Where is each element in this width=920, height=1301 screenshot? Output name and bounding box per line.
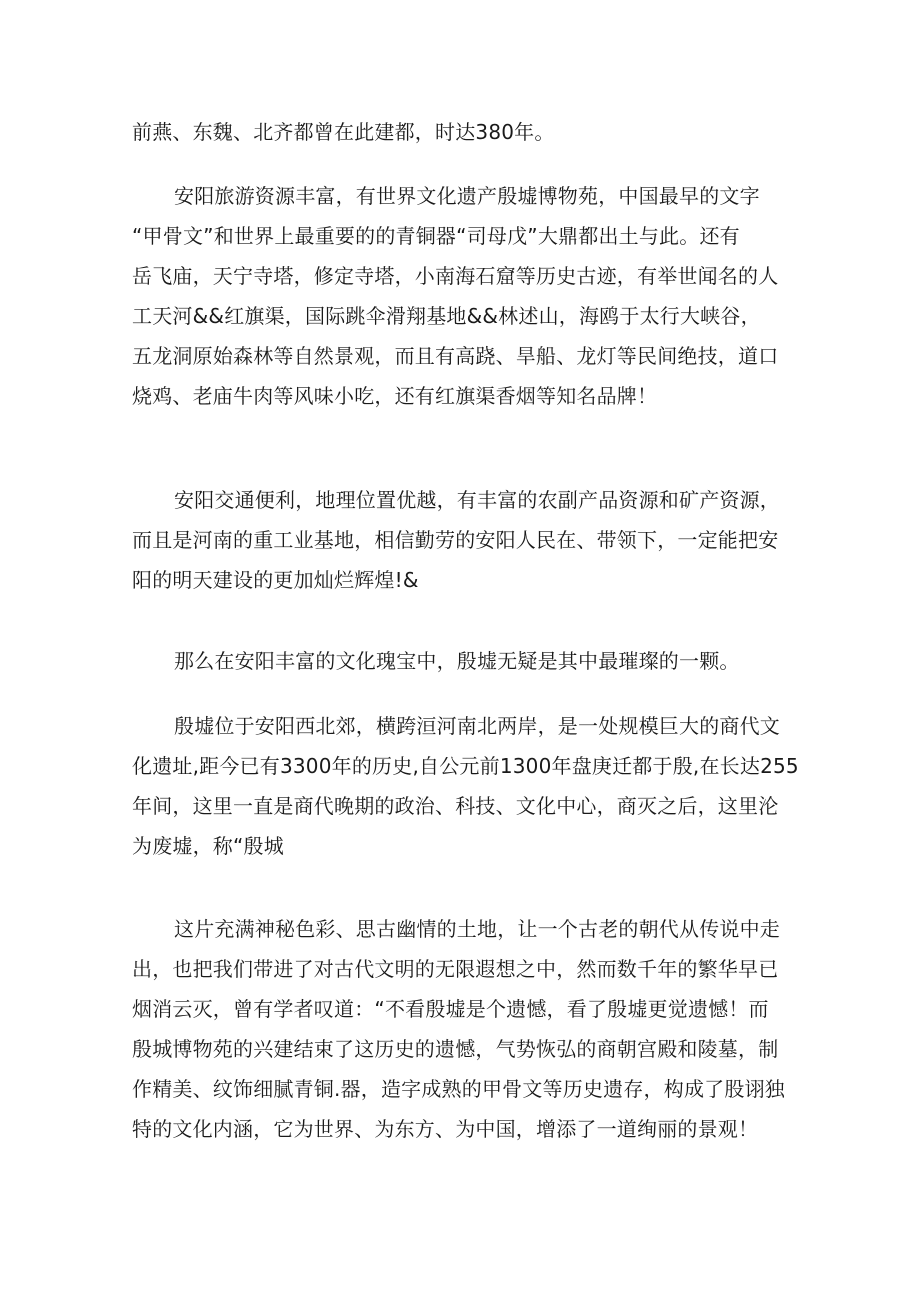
text-line: 岳飞庙，天宁寺塔，修定寺塔，小南海石窟等历史古迹，有举世闻名的人 — [132, 264, 779, 288]
text-line: 出，也把我们带进了对古代文明的无限遐想之中，然而数千年的繁华早已 — [132, 957, 779, 981]
text-line: 殷城博物苑的兴建结束了这历史的遗憾，气势恢弘的商朝宫殿和陵墓，制 — [132, 1037, 779, 1061]
text-line: 安阳交通便利，地理位置优越，有丰富的农副产品资源和矿产资源， — [174, 488, 780, 512]
text-line: 烧鸡、老庙牛肉等风味小吃，还有红旗渠香烟等知名品牌！ — [132, 384, 658, 408]
paragraph-continuation — [132, 112, 782, 152]
text-line: 特的文化内涵，它为世界、为东方、为中国，增添了一道绚丽的景观！ — [132, 1117, 759, 1141]
text-line: 这片充满神秘色彩、思古幽情的土地，让一个古老的朝代从传说中走 — [174, 917, 780, 941]
text-line: 阳的明天建设的更加灿烂辉煌!& — [132, 568, 419, 592]
paragraph-yinxu-culture — [132, 909, 785, 1149]
text-line: 五龙洞原始森林等自然景观，而且有高跷、旱船、龙灯等民间绝技，道口 — [132, 344, 779, 368]
paragraph-yinxu-location — [132, 706, 799, 866]
text-line: 年间，这里一直是商代晚期的政治、科技、文化中心，商灭之后，这里沦 — [132, 794, 779, 818]
text-line: 安阳旅游资源丰富，有世界文化遗产殷墟博物苑，中国最早的文字 — [174, 184, 760, 208]
text-line: 作精美、纹饰细腻青铜.器，造字成熟的甲骨文等历史遗存，构成了股诩独 — [132, 1077, 785, 1101]
paragraph-transport — [132, 480, 782, 600]
text-line: 烟消云灭，曾有学者叹道：“不看殷墟是个遗憾，看了殷墟更觉遗憾！而 — [132, 997, 769, 1021]
text-line: 殷墟位于安阳西北郊，横跨洹河南北两岸，是一处规模巨大的商代文 — [174, 714, 780, 738]
text-line: 化遗址,距今已有3300年的历史,自公元前1300年盘庚迁都于殷,在长达255 — [132, 754, 799, 778]
text-line: 为废墟，称“殷城 — [132, 834, 284, 858]
paragraph-tourism — [132, 176, 782, 416]
text-line: 那么在安阳丰富的文化瑰宝中，殷墟无疑是其中最璀璨的一颗。 — [174, 649, 740, 673]
text-line: 前燕、东魏、北齐都曾在此建都，时达380年。 — [132, 120, 555, 144]
paragraph-treasure — [132, 641, 782, 681]
text-line: “甲骨文”和世界上最重要的的青铜器“司母戊”大鼎都出土与此。还有 — [132, 224, 740, 248]
text-line: 工天河&&红旗渠，国际跳伞滑翔基地&&林述山，海鸥于太行大峡谷， — [132, 304, 761, 328]
text-line: 而且是河南的重工业基地，相信勤劳的安阳人民在、带领下，一定能把安 — [132, 528, 779, 552]
